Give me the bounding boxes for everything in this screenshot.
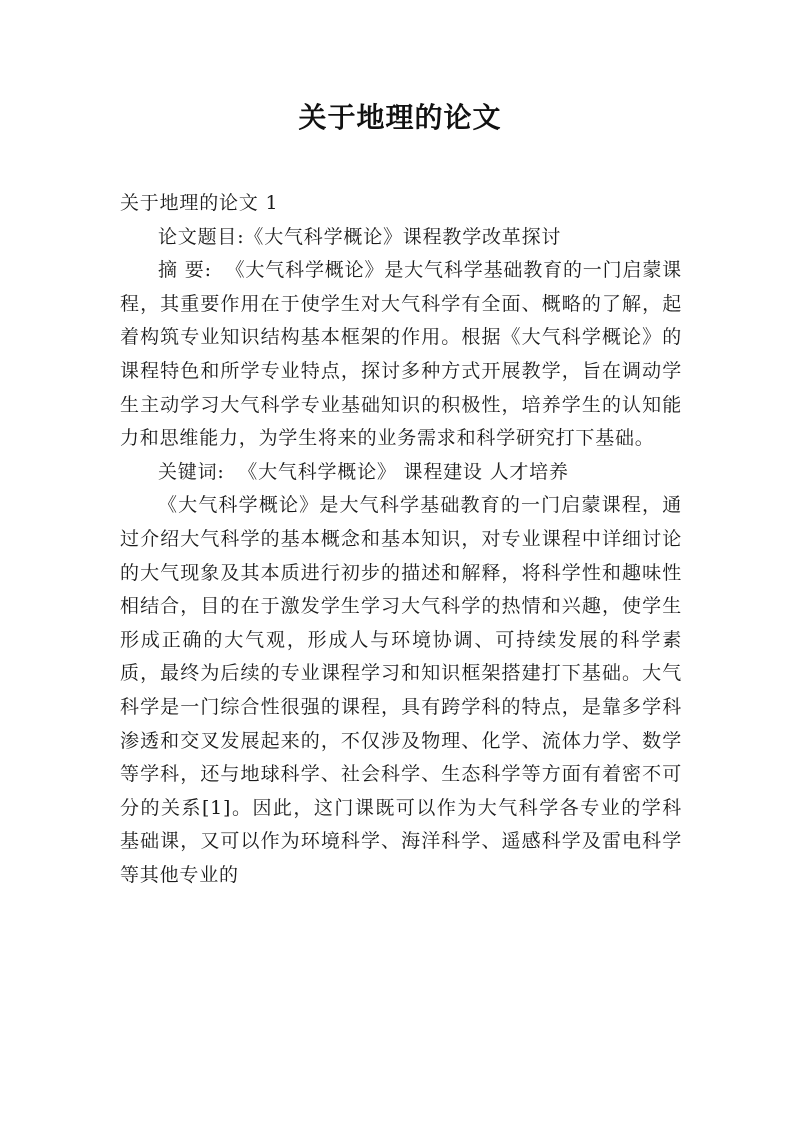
abstract-label: 摘 要:	[158, 259, 212, 282]
keywords-paragraph	[120, 456, 682, 490]
section-heading: 关于地理的论文 1	[120, 192, 279, 214]
body-paragraph: 《大气科学概论》是大气科学基础教育的一门启蒙课程，通过介绍大气科学的基本概念和基本知识，对专业课程中详细讨论的大气现象及其本质进行初步的描述和解释，将科学性和趣味性相结合，目的在于激发学生学习大气科学的热情和兴趣，使学生形成正确的大气观，形成人与环境协调、可持续发展的科学素质，最终为后续的专业课程学习和知识框架搭建打下基础。大气科学是一门综合性很强的课程，具有跨学科的特点，是靠多学科渗透和交叉发展起来的，不仅涉及物理、化学、流体力学、数学等学科，还与地球科学、社会科学、生态科学等方面有着密不可分的关系[1]。因此，这门课既可以作为大气科学各专业的学科基础课，又可以作为环境科学、海洋科学、遥感科学及雷电科学等其他专业的	[120, 494, 682, 886]
keywords-label: 关键词:	[158, 460, 225, 483]
document-title: 关于地理的论文	[298, 101, 502, 134]
abstract-paragraph	[120, 254, 682, 456]
document-body	[120, 187, 682, 892]
abstract-text: 《大气科学概论》是大气科学基础教育的一门启蒙课程，其重要作用在于使学生对大气科学有全面、概略的了解，起着构筑专业知识结构基本框架的作用。根据《大气科学概论》的课程特色和所学专业特点，探讨多种方式开展教学，旨在调动学生主动学习大气科学专业基础知识的积极性，培养学生的认知能力和思维能力，为学生将来的业务需求和科学研究打下基础。	[120, 259, 682, 450]
paper-title-line: 论文题目:《大气科学概论》课程教学改革探讨	[158, 225, 562, 248]
keywords-text: 《大气科学概论》 课程建设 人才培养	[238, 460, 569, 483]
